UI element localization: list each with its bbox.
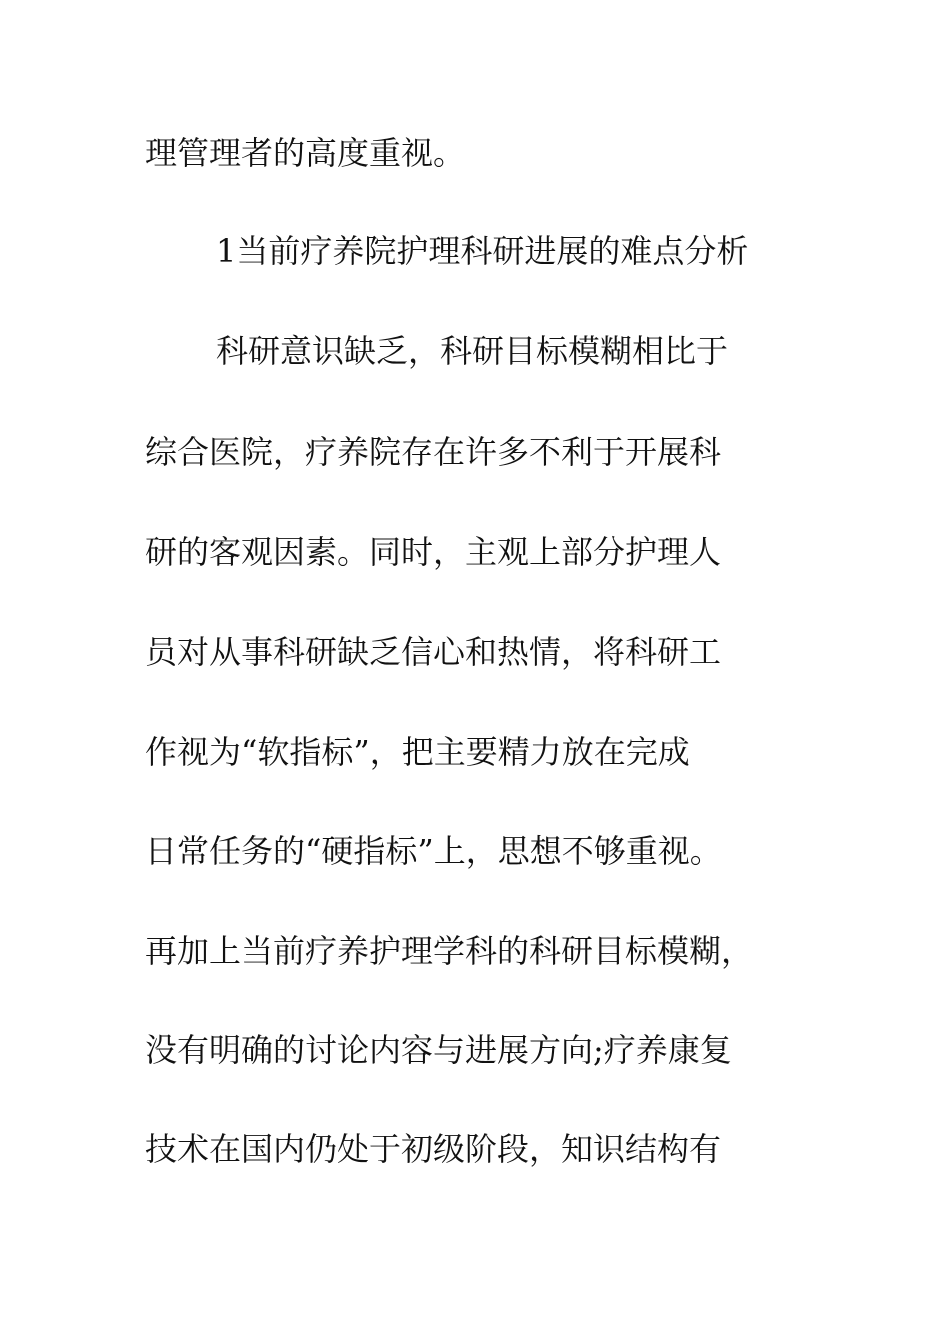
section-heading: 1当前疗养院护理科研进展的难点分析: [216, 232, 749, 270]
text-line: 没有明确的讨论内容与进展方向;疗养康复: [145, 1031, 732, 1069]
text-line: 作视为“软指标”，把主要精力放在完成: [145, 733, 690, 771]
text-line: 科研意识缺乏，科研目标模糊相比于: [216, 332, 729, 370]
text-line: 再加上当前疗养护理学科的科研目标模糊，: [145, 932, 754, 970]
text-line: 理管理者的高度重视。: [145, 134, 466, 172]
text-line: 员对从事科研缺乏信心和热情，将科研工: [145, 633, 722, 671]
text-line: 研的客观因素。同时，主观上部分护理人: [145, 533, 722, 571]
text-line: 日常任务的“硬指标”上，思想不够重视。: [145, 832, 722, 870]
text-line: 综合医院，疗养院存在许多不利于开展科: [145, 433, 722, 471]
text-line: 技术在国内仍处于初级阶段，知识结构有: [145, 1130, 722, 1168]
